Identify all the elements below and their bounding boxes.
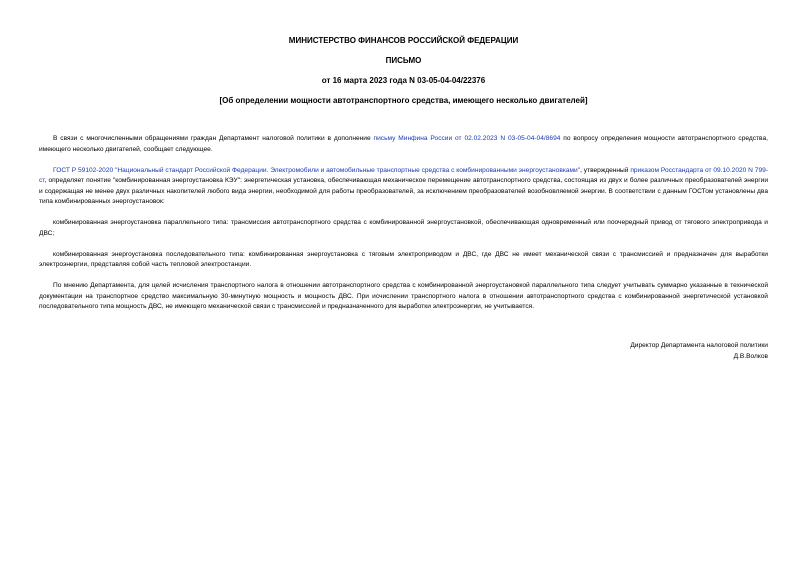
paragraph-parallel-type: комбинированная энергоустановка параллельного типа: трансмиссия автотранспортного средства с комбинированной энергоустановкой, обеспечивающая одновременный или поочередный привод от тягового электропривода и ДВС; [39,219,768,237]
link-minfin-letter[interactable]: письму Минфина России от 02.02.2023 N 03-05-04-04/8694 [373,135,561,142]
paragraph-opinion: По мнению Департамента, для целей исчисления транспортного налога в отношении автотранспортного средства с комбинированной энергоустановкой параллельного типа следует учитывать суммарно указанные в технической документации на транспортное средство максимальную 30-минутную мощность и мощность ДВС. При исчислении транспортного налога в отношении автотранспортного средства с комбинированной энергетической установкой последовательного типа мощность ДВС, не имеющего механической связи с трансмиссией и предназначенного для выработки электроэнергии, не учитывается. [39,282,768,310]
link-gost-standard[interactable]: ГОСТ Р 59102-2020 "Национальный стандарт Российской Федерации. Электромобили и автомобильные транспортные средства с комбинированными энергоустановками" [53,166,581,174]
paragraph-intro [39,134,768,155]
ministry-heading: МИНИСТЕРСТВО ФИНАНСОВ РОССИЙСКОЙ ФЕДЕРАЦИИ [288,36,519,45]
paragraph-serial-type: комбинированная энергоустановка последовательного типа: комбинированная энергоустановка с тяговым электроприводом и ДВС, где ДВС не имеет механической связи с трансмиссией и предназначен для выработки электроэнергии, представляя собой часть тепловой электростанции. [39,250,768,268]
gost-text-1: , утвержденный [580,166,631,174]
document-type: ПИСЬМО [385,56,422,65]
gost-text-2: , определяет понятие "комбинированная энергоустановка КЭУ": энергетическая установка, обеспечивающая механическое перемещение автотранспортного средства, состоящая из двух и более различных преобразователей энергии и содержащая не менее двух различных накопителей любого вида энергии, необходимой для работы преобразователей, за исключением преобразователей возобновляемой энергии. В соответствии с данным ГОСТом установлены два типа комбинированных энергоустановок: [39,177,768,205]
signature-name: Д.В.Волков [733,353,768,360]
letter-body [39,134,768,313]
paragraph-gost [39,166,768,208]
link-rosstandart-order[interactable]: приказом Росстандарта от 09.10.2020 N 799-ст [39,166,768,184]
document-date-number: от 16 марта 2023 года N 03-05-04-04/22376 [321,76,486,85]
intro-text-after: по вопросу определения мощности автотранспортного средства, имеющего несколько двигателей, сообщает следующее. [39,135,768,153]
document-subject: [Об определении мощности автотранспортного средства, имеющего несколько двигателей] [219,96,588,105]
signature-position: Директор Департамента налоговой политики [630,342,768,349]
intro-text-before: В связи с многочисленными обращениями граждан Департамент налоговой политики в дополнение [53,135,374,142]
